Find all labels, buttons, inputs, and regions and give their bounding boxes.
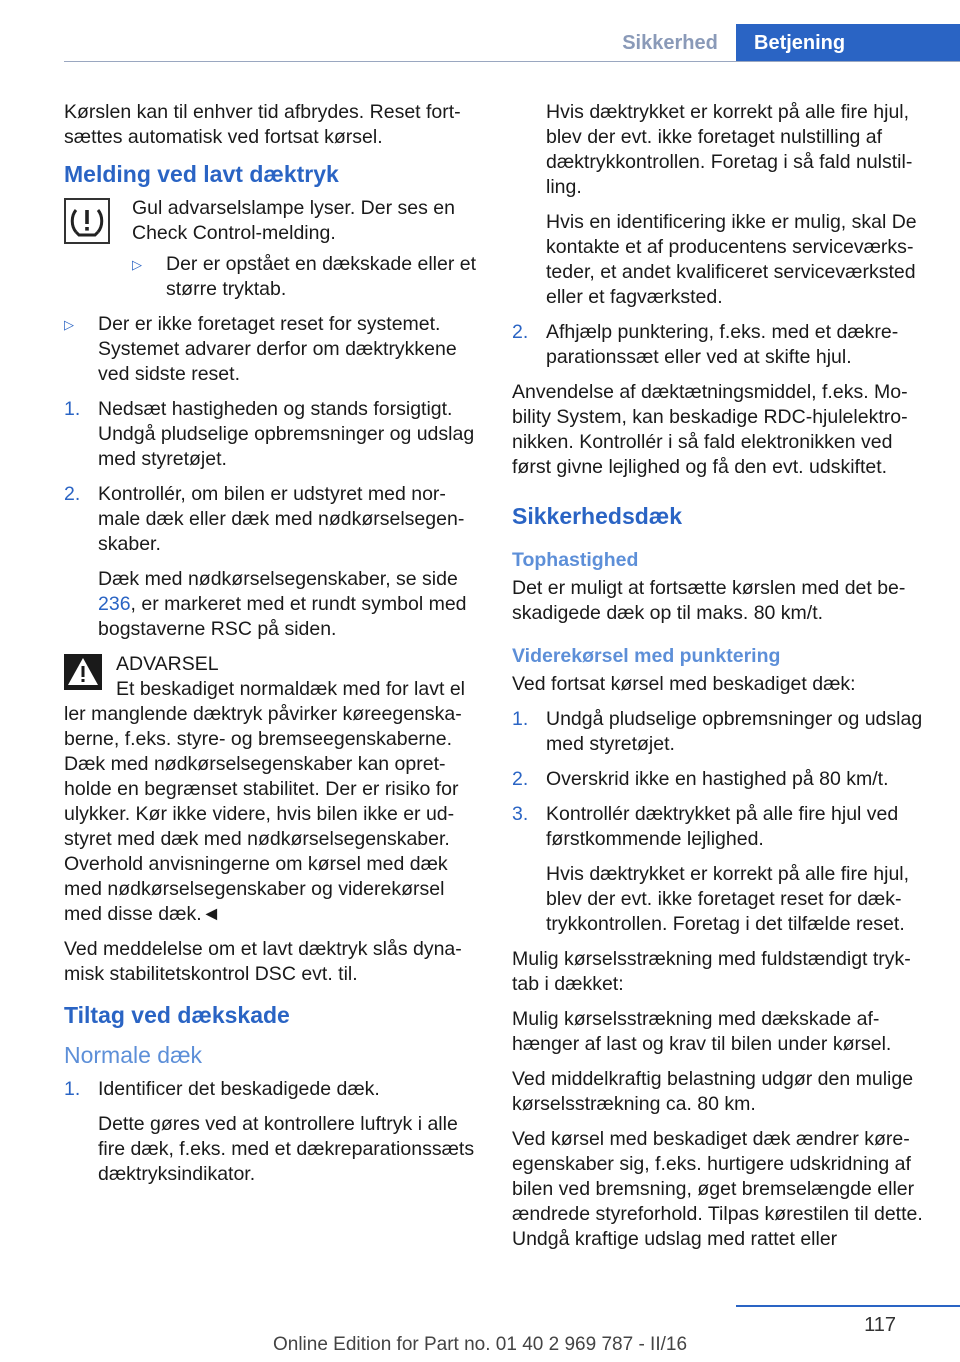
tpms-warning-block — [64, 196, 480, 302]
list-item-text: Der er ikke foretaget reset for systemet. Systemet advarer derfor om dæktrykkene ved sidste reset. — [98, 313, 457, 385]
list-item-text: Identificer det beskadigede dæk. — [98, 1078, 380, 1100]
triangle-bullet-icon: ▷ — [132, 257, 142, 272]
list-item — [64, 482, 480, 642]
tpms-text: Gul advarselslampe lyser. Der ses en Check Control-melding. — [132, 197, 455, 244]
list-item-text: Hvis dæktrykket er korrekt på alle fire hjul, blev der evt. ikke foretaget reset for dæktrykkontrollen. Foretag i det tilfælde reset. — [546, 863, 910, 935]
list-item — [64, 1077, 480, 1187]
list-item — [512, 707, 928, 757]
paragraph: Mulig kørselsstrækning med fuldstændigt tryktab i dækket: — [512, 948, 911, 995]
list-item-text: Nedsæt hastigheden og stands forsigtigt. Undgå pludselige opbremsninger og udslag med styretøjet. — [98, 398, 475, 470]
step-number: 1. — [512, 708, 529, 730]
page-number: 117 — [864, 1314, 896, 1336]
step-number: 3. — [512, 803, 529, 825]
list-item — [64, 312, 480, 387]
triangle-bullet-icon: ▷ — [64, 317, 74, 332]
list-item-text: Kontrollér, om bilen er udstyret med normale dæk eller dæk med nødkørselsegenskaber. — [98, 483, 465, 555]
footer-edition: Online Edition for Part no. 01 40 2 969 787 - II/16 — [272, 1334, 688, 1355]
warning-block — [64, 652, 480, 927]
header-tab-sikkerhed[interactable]: Sikkerhed — [622, 32, 718, 54]
page-link[interactable]: 236 — [98, 593, 131, 615]
heading-tophastighed: Tophastighed — [512, 549, 639, 571]
list-item-text: Undgå pludselige opbremsninger og udslag med styretøjet. — [546, 708, 923, 755]
step-number: 2. — [512, 321, 529, 343]
paragraph: Det er muligt at fortsætte kørslen med det beskadigede dæk op til maks. 80 km/t. — [512, 577, 906, 624]
left-column — [64, 100, 480, 1197]
warning-text-cont: ler manglende dæktryk påvirker køreegenskaberne, f.eks. styre- og bremseegenskaberne. Dæk med nødkørselsegenskaber kan opretholde en begrænset stabilitet. Der er risiko for ulykker. Kør ikke videre, hvis bilen ikke er udstyret med dæk med nødkørselsegenskaber. Overhold anvisningerne om kørsel med dæk med nødkørselsegenskaber og viderekørsel med disse dæk.◄ — [64, 703, 462, 925]
list-item — [512, 767, 928, 792]
list-item-text: Dette gøres ved at kontrollere luftryk i alle fire dæk, f.eks. med et dækreparationssæts dæktryksindikator. — [98, 1113, 475, 1185]
dsc-paragraph: Ved meddelelse om et lavt dæktryk slås dynamisk stabilitetskontrol DSC evt. til. — [64, 938, 462, 985]
list-item — [132, 252, 480, 302]
heading-tiltag: Tiltag ved dækskade — [64, 1002, 290, 1028]
warning-title: ADVARSEL — [116, 653, 219, 675]
paragraph: Hvis en identificering ikke er mulig, skal De kontakte et af producentens serviceværksteder, et andet kvalificeret serviceværksted eller et fagværksted. — [546, 211, 917, 308]
list-item-text: Overskrid ikke en hastighed på 80 km/t. — [546, 768, 889, 790]
list-item-text: Afhjælp punktering, f.eks. med et dækreparationssæt eller ved at skifte hjul. — [546, 321, 899, 368]
paragraph: Ved kørsel med beskadiget dæk ændrer køreegenskaber sig, f.eks. hurtigere udskridning af bilen ved bremsning, øget bremselængde eller ændrede styreforhold. Tilpas kørestilen til dette. Undgå kraftige udslag med rattet eller — [512, 1128, 923, 1250]
list-item — [512, 320, 928, 370]
paragraph: Ved middelkraftig belastning udgør den mulige kørselsstrækning ca. 80 km. — [512, 1068, 914, 1115]
heading-sikkerhedsdaek: Sikkerhedsdæk — [512, 503, 683, 529]
warning-text: Et beskadiget normaldæk med for lavt el — [116, 678, 466, 700]
footer-rule — [736, 1305, 960, 1307]
list-item-text: Kontrollér dæktrykket på alle fire hjul ved førstkommende lejlighed. — [546, 803, 899, 850]
list-item-text: Der er opstået en dækskade eller et større tryktab. — [166, 253, 477, 300]
list-item — [64, 397, 480, 472]
step-number: 1. — [64, 398, 81, 420]
intro-paragraph: Kørslen kan til enhver tid afbrydes. Reset fortsættes automatisk ved fortsat kørsel. — [64, 101, 461, 148]
heading-low-pressure: Melding ved lavt dæktryk — [64, 161, 339, 187]
header-tab-betjening[interactable]: Betjening — [736, 24, 960, 62]
list-item — [512, 802, 928, 937]
step-number: 2. — [512, 768, 529, 790]
right-column — [512, 100, 928, 1262]
step-number: 2. — [64, 483, 81, 505]
warning-triangle-icon — [64, 654, 102, 690]
heading-viderekorsel: Viderekørsel med punktering — [512, 645, 781, 667]
paragraph: Hvis dæktrykket er korrekt på alle fire hjul, blev der evt. ikke foretaget nulstilling af dæktrykkontrollen. Foretag i så fald nulstilling. — [546, 101, 913, 198]
paragraph: Mulig kørselsstrækning med dækskade afhænger af last og krav til bilen under kørsel. — [512, 1008, 892, 1055]
heading-normale: Normale dæk — [64, 1042, 203, 1068]
paragraph: Ved fortsat kørsel med beskadiget dæk: — [512, 673, 856, 695]
tire-pressure-warning-icon — [64, 198, 110, 244]
paragraph: Anvendelse af dæktætningsmiddel, f.eks. Mobility System, kan beskadige RDC-hjulelektronikken. Kontrollér i så fald elektronikken ved først givne lejlighed og få den evt. udskiftet. — [512, 381, 908, 478]
list-item-text: Dæk med nødkørselsegenskaber, se side 236, er markeret med et rundt symbol med bogstaverne RSC på siden. — [98, 568, 467, 640]
step-number: 1. — [64, 1078, 81, 1100]
header-rule — [64, 61, 960, 62]
